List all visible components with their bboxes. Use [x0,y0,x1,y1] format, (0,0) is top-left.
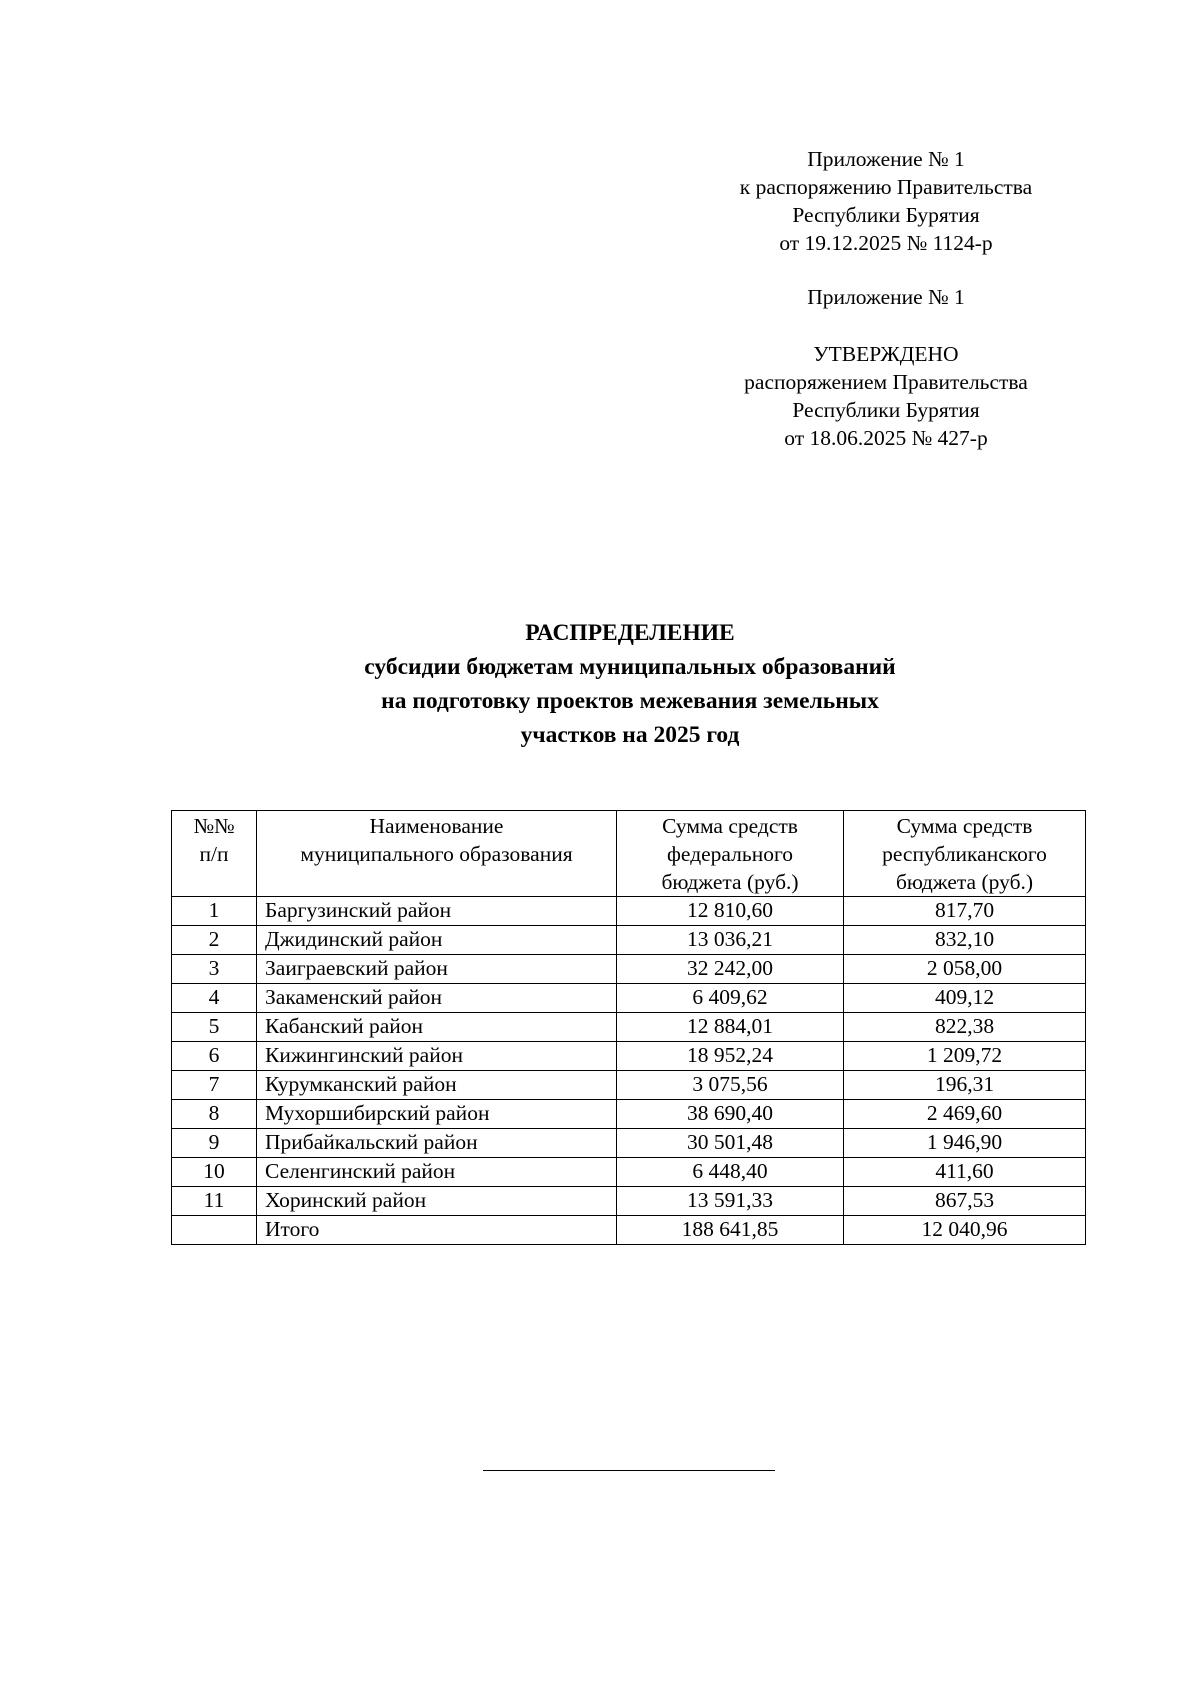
row-republic: 817,70 [844,897,1086,926]
table-header-row [172,811,1086,897]
table-row [172,1071,1086,1100]
row-federal: 6 409,62 [617,984,844,1013]
row-republic: 867,53 [844,1187,1086,1216]
row-name: Курумканский район [257,1071,617,1100]
distribution-table [171,810,1086,1245]
row-num: 1 [172,897,257,926]
row-federal: 30 501,48 [617,1129,844,1158]
title-line: на подготовку проектов межевания земельных [381,688,879,714]
row-republic: 2 058,00 [844,955,1086,984]
table-row [172,1100,1086,1129]
table-row [172,897,1086,926]
row-federal: 3 075,56 [617,1071,844,1100]
title-line: участков на 2025 год [520,722,740,748]
table-row [172,1013,1086,1042]
row-num: 8 [172,1100,257,1129]
title-line: РАСПРЕДЕЛЕНИЕ [525,620,735,646]
row-num: 10 [172,1158,257,1187]
table-row [172,1187,1086,1216]
document-title [170,616,1090,752]
row-federal: 18 952,24 [617,1042,844,1071]
row-num: 3 [172,955,257,984]
row-republic: 409,12 [844,984,1086,1013]
appendix-line: к распоряжению Правительства [739,175,1033,199]
total-num [172,1216,257,1245]
footer-divider [483,1470,775,1471]
total-federal: 188 641,85 [617,1216,844,1245]
table-total-row [172,1216,1086,1245]
row-num: 4 [172,984,257,1013]
row-name: Кабанский район [257,1013,617,1042]
row-republic: 196,31 [844,1071,1086,1100]
header-republic: Сумма средств республиканского бюджета (руб.) [844,811,1086,897]
table-row [172,1158,1086,1187]
row-republic: 411,60 [844,1158,1086,1187]
header-name: Наименование муниципального образования [257,811,617,897]
table-row [172,955,1086,984]
row-republic: 832,10 [844,926,1086,955]
header-federal: Сумма средств федерального бюджета (руб.) [617,811,844,897]
total-republic: 12 040,96 [844,1216,1086,1245]
header-num: №№ п/п [172,811,257,897]
row-name: Мухоршибирский район [257,1100,617,1129]
approved-line: Республики Бурятия [792,398,980,422]
approved-line: от 18.06.2025 № 427-р [784,426,988,450]
approved-line: УТВЕРЖДЕНО [813,342,959,366]
row-name: Закаменский район [257,984,617,1013]
appendix-header [716,145,1056,257]
row-name: Заиграевский район [257,955,617,984]
approved-line: распоряжением Правительства [744,370,1028,394]
row-federal: 32 242,00 [617,955,844,984]
table-row [172,1129,1086,1158]
row-name: Селенгинский район [257,1158,617,1187]
row-republic: 1 946,90 [844,1129,1086,1158]
appendix-line: Приложение № 1 [807,147,965,171]
appendix-secondary-line: Приложение № 1 [807,285,965,309]
row-name: Хоринский район [257,1187,617,1216]
approved-block [716,340,1056,452]
row-num: 2 [172,926,257,955]
row-num: 5 [172,1013,257,1042]
row-federal: 6 448,40 [617,1158,844,1187]
row-num: 6 [172,1042,257,1071]
row-name: Прибайкальский район [257,1129,617,1158]
table-row [172,926,1086,955]
row-republic: 822,38 [844,1013,1086,1042]
table-row [172,984,1086,1013]
row-federal: 12 884,01 [617,1013,844,1042]
row-name: Кижингинский район [257,1042,617,1071]
row-federal: 13 591,33 [617,1187,844,1216]
row-federal: 38 690,40 [617,1100,844,1129]
row-name: Баргузинский район [257,897,617,926]
row-num: 9 [172,1129,257,1158]
row-num: 11 [172,1187,257,1216]
row-republic: 1 209,72 [844,1042,1086,1071]
appendix-line: Республики Бурятия [792,203,980,227]
row-republic: 2 469,60 [844,1100,1086,1129]
appendix-line: от 19.12.2025 № 1124-р [779,231,993,255]
row-federal: 13 036,21 [617,926,844,955]
appendix-secondary [716,283,1056,311]
row-num: 7 [172,1071,257,1100]
row-name: Джидинский район [257,926,617,955]
title-line: субсидии бюджетам муниципальных образований [364,654,896,680]
total-label: Итого [257,1216,617,1245]
row-federal: 12 810,60 [617,897,844,926]
table-row [172,1042,1086,1071]
